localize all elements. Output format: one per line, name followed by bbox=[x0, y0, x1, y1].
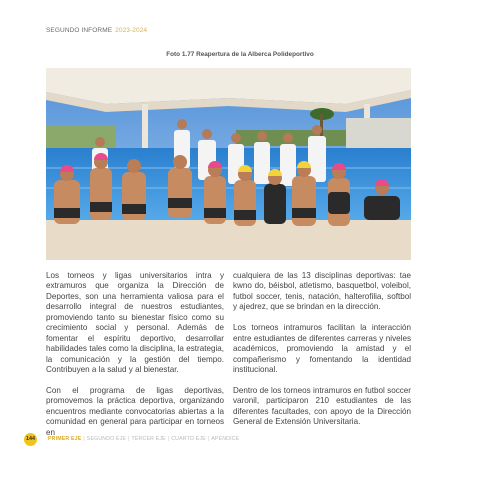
report-label: SEGUNDO INFORME bbox=[46, 27, 113, 34]
nav-primer-eje[interactable]: PRIMER EJE bbox=[48, 436, 82, 442]
nav-cuarto-eje[interactable]: CUARTO EJE bbox=[171, 436, 206, 442]
page-footer bbox=[24, 433, 241, 445]
pool-reopening-photo bbox=[46, 68, 411, 260]
nav-divider: | bbox=[83, 436, 85, 442]
left-column bbox=[46, 271, 224, 449]
paragraph: cualquiera de las 13 disciplinas deportivas: tae kwno do, béisbol, atletismo, basquetbol, voleibol, futbol soccer, tenis, natación, halterofilia, softbol y ajedrez, que se brindan en la dirección. bbox=[233, 271, 411, 312]
nav-apendice[interactable]: APÉNDICE bbox=[211, 436, 240, 442]
report-year: 2023-2024 bbox=[115, 27, 148, 34]
paragraph: Los torneos y ligas universitarios intra y extramuros que organiza la Dirección de Deportes, son una herramienta valiosa para el desarrollo integral de nuestros estudiantes, promoviendo tanto su bienestar físico como su crecimiento social y personal. Además de fomentar el espíritu deportivo, desarrollar habilidades tales como la disciplina, la estrategia, la comunicación y la gestión del tiempo. Contribuyen a la salud y al bienestar. bbox=[46, 271, 224, 375]
photo-illustration bbox=[46, 68, 411, 260]
body-text bbox=[46, 271, 411, 449]
nav-tercer-eje[interactable]: TERCER EJE bbox=[131, 436, 166, 442]
paragraph: Dentro de los torneos intramuros en futbol soccer varonil, participaron 210 estudiantes de las diferentes facultades, con apoyo de la Dirección General de Extensión Universitaria. bbox=[233, 385, 411, 427]
nav-divider: | bbox=[167, 436, 170, 442]
paragraph: Con el programa de ligas deportivas, promovemos la práctica deportiva, organizando encuentros mediante convocatorias abiertas a la comunidad en general para participar en torneos en bbox=[46, 385, 224, 437]
figure-caption: Foto 1.77 Reapertura de la Alberca Polideportivo bbox=[166, 51, 314, 58]
report-header bbox=[46, 27, 147, 34]
right-column bbox=[233, 271, 411, 449]
paragraph: Los torneos intramuros facilitan la interacción entre estudiantes de diferentes carreras y niveles académicos, promoviendo la amistad y el compañerismo y fomentando la identidad institucional. bbox=[233, 323, 411, 375]
nav-segundo-eje[interactable]: SEGUNDO EJE bbox=[86, 436, 127, 442]
page-number-badge: 144 bbox=[24, 433, 37, 446]
nav-divider: | bbox=[207, 436, 210, 442]
nav-divider: | bbox=[128, 436, 130, 442]
